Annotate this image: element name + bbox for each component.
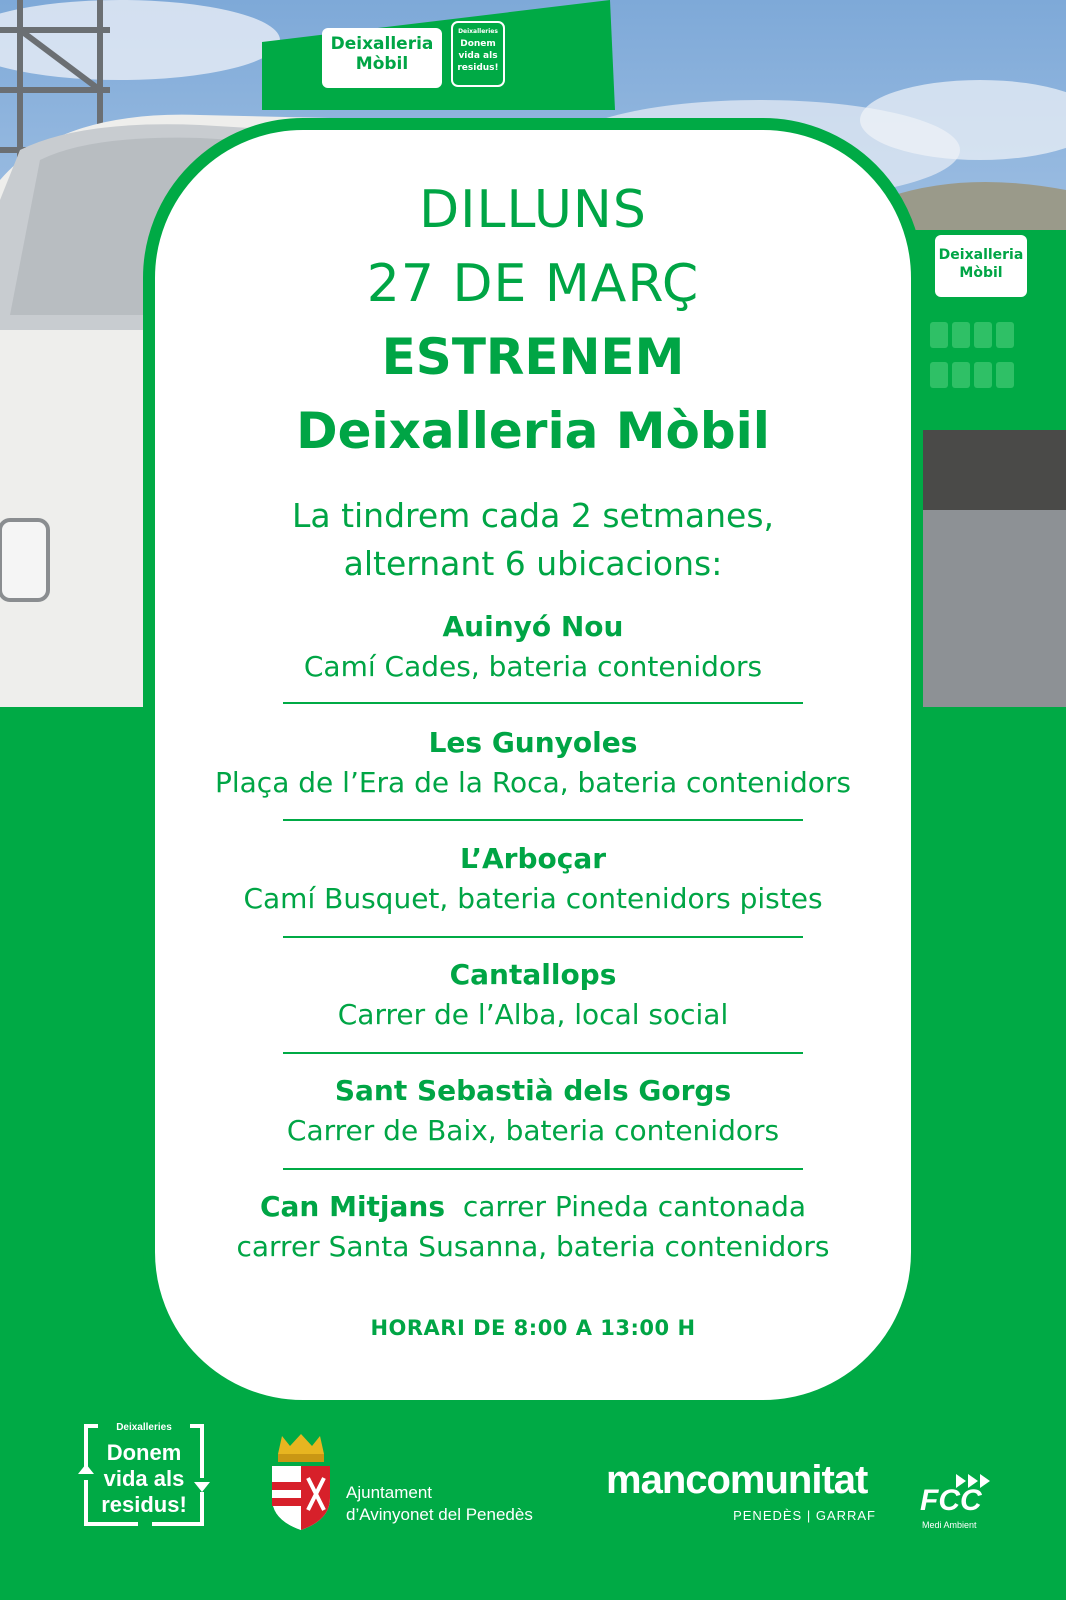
fcc-name: FCC bbox=[920, 1484, 982, 1517]
headline-day: DILLUNS bbox=[419, 180, 647, 240]
fcc-logo bbox=[920, 1474, 1000, 1534]
location-name: Les Gunyoles bbox=[428, 726, 638, 759]
divider bbox=[283, 936, 803, 938]
intro-line2: alternant 6 ubicacions: bbox=[343, 544, 723, 583]
location-name: Sant Sebastià dels Gorgs bbox=[334, 1074, 732, 1107]
mancomunitat-name: mancomunitat bbox=[606, 1458, 868, 1502]
headline-action: ESTRENEM bbox=[381, 328, 685, 386]
logo1-line3: residus! bbox=[101, 1492, 187, 1517]
mancomunitat-sub: PENEDÈS | GARRAF bbox=[733, 1508, 876, 1523]
banner-badge-line2: vida als bbox=[458, 51, 498, 61]
location-address: Camí Busquet, bateria contenidors pistes bbox=[243, 882, 823, 915]
banner-title-line2: Mòbil bbox=[355, 54, 409, 74]
coat-of-arms-icon bbox=[268, 1432, 334, 1532]
mancomunitat-logo bbox=[606, 1458, 876, 1528]
logo1-small: Deixalleries bbox=[116, 1422, 172, 1433]
location-address: carrer Pineda cantonada bbox=[462, 1190, 807, 1223]
location-address: Carrer de Baix, bateria contenidors bbox=[286, 1114, 780, 1147]
divider bbox=[283, 1052, 803, 1054]
banner-badge bbox=[453, 26, 503, 74]
divider bbox=[283, 702, 803, 704]
ajuntament-logo bbox=[268, 1432, 568, 1532]
truck-side-line1: Deixalleria bbox=[938, 247, 1024, 263]
logo1-line1: Donem bbox=[106, 1440, 182, 1465]
divider bbox=[283, 819, 803, 821]
deixalleries-logo bbox=[78, 1418, 210, 1532]
logo1-line2: vida als bbox=[103, 1466, 185, 1491]
banner-title-line1: Deixalleria bbox=[330, 34, 434, 54]
location-can-mitjans bbox=[155, 1190, 911, 1223]
banner-badge-small: Deixalleries bbox=[458, 28, 498, 35]
schedule: HORARI DE 8:00 A 13:00 H bbox=[370, 1316, 696, 1340]
location-address: Camí Cades, bateria contenidors bbox=[303, 650, 763, 683]
location-address: Carrer de l’Alba, local social bbox=[337, 998, 729, 1031]
ajuntament-text bbox=[346, 1482, 533, 1526]
ajuntament-line1: Ajuntament bbox=[346, 1483, 432, 1502]
location-name: Auinyó Nou bbox=[442, 610, 624, 643]
truck-side-line2: Mòbil bbox=[959, 265, 1003, 281]
fcc-sub: Medi Ambient bbox=[922, 1520, 977, 1530]
logo1-text bbox=[78, 1440, 210, 1518]
banner-badge-line3: residus! bbox=[457, 63, 499, 73]
location-name: Can Mitjans bbox=[259, 1190, 446, 1223]
headline-date: 27 DE MARÇ bbox=[366, 254, 700, 314]
ajuntament-line2: d’Avinyonet del Penedès bbox=[346, 1505, 533, 1524]
banner-title bbox=[326, 34, 438, 74]
divider bbox=[283, 1168, 803, 1170]
location-name: L’Arboçar bbox=[459, 842, 607, 875]
intro-line1: La tindrem cada 2 setmanes, bbox=[291, 496, 775, 535]
banner-badge-line1: Donem bbox=[460, 39, 496, 49]
info-card bbox=[143, 118, 923, 1412]
truck-side-label bbox=[937, 246, 1025, 282]
location-name: Cantallops bbox=[449, 958, 617, 991]
headline-service: Deixalleria Mòbil bbox=[296, 402, 770, 460]
location-address-line2: carrer Santa Susanna, bateria contenidors bbox=[236, 1230, 830, 1263]
location-address: Plaça de l’Era de la Roca, bateria contenidors bbox=[214, 766, 852, 799]
